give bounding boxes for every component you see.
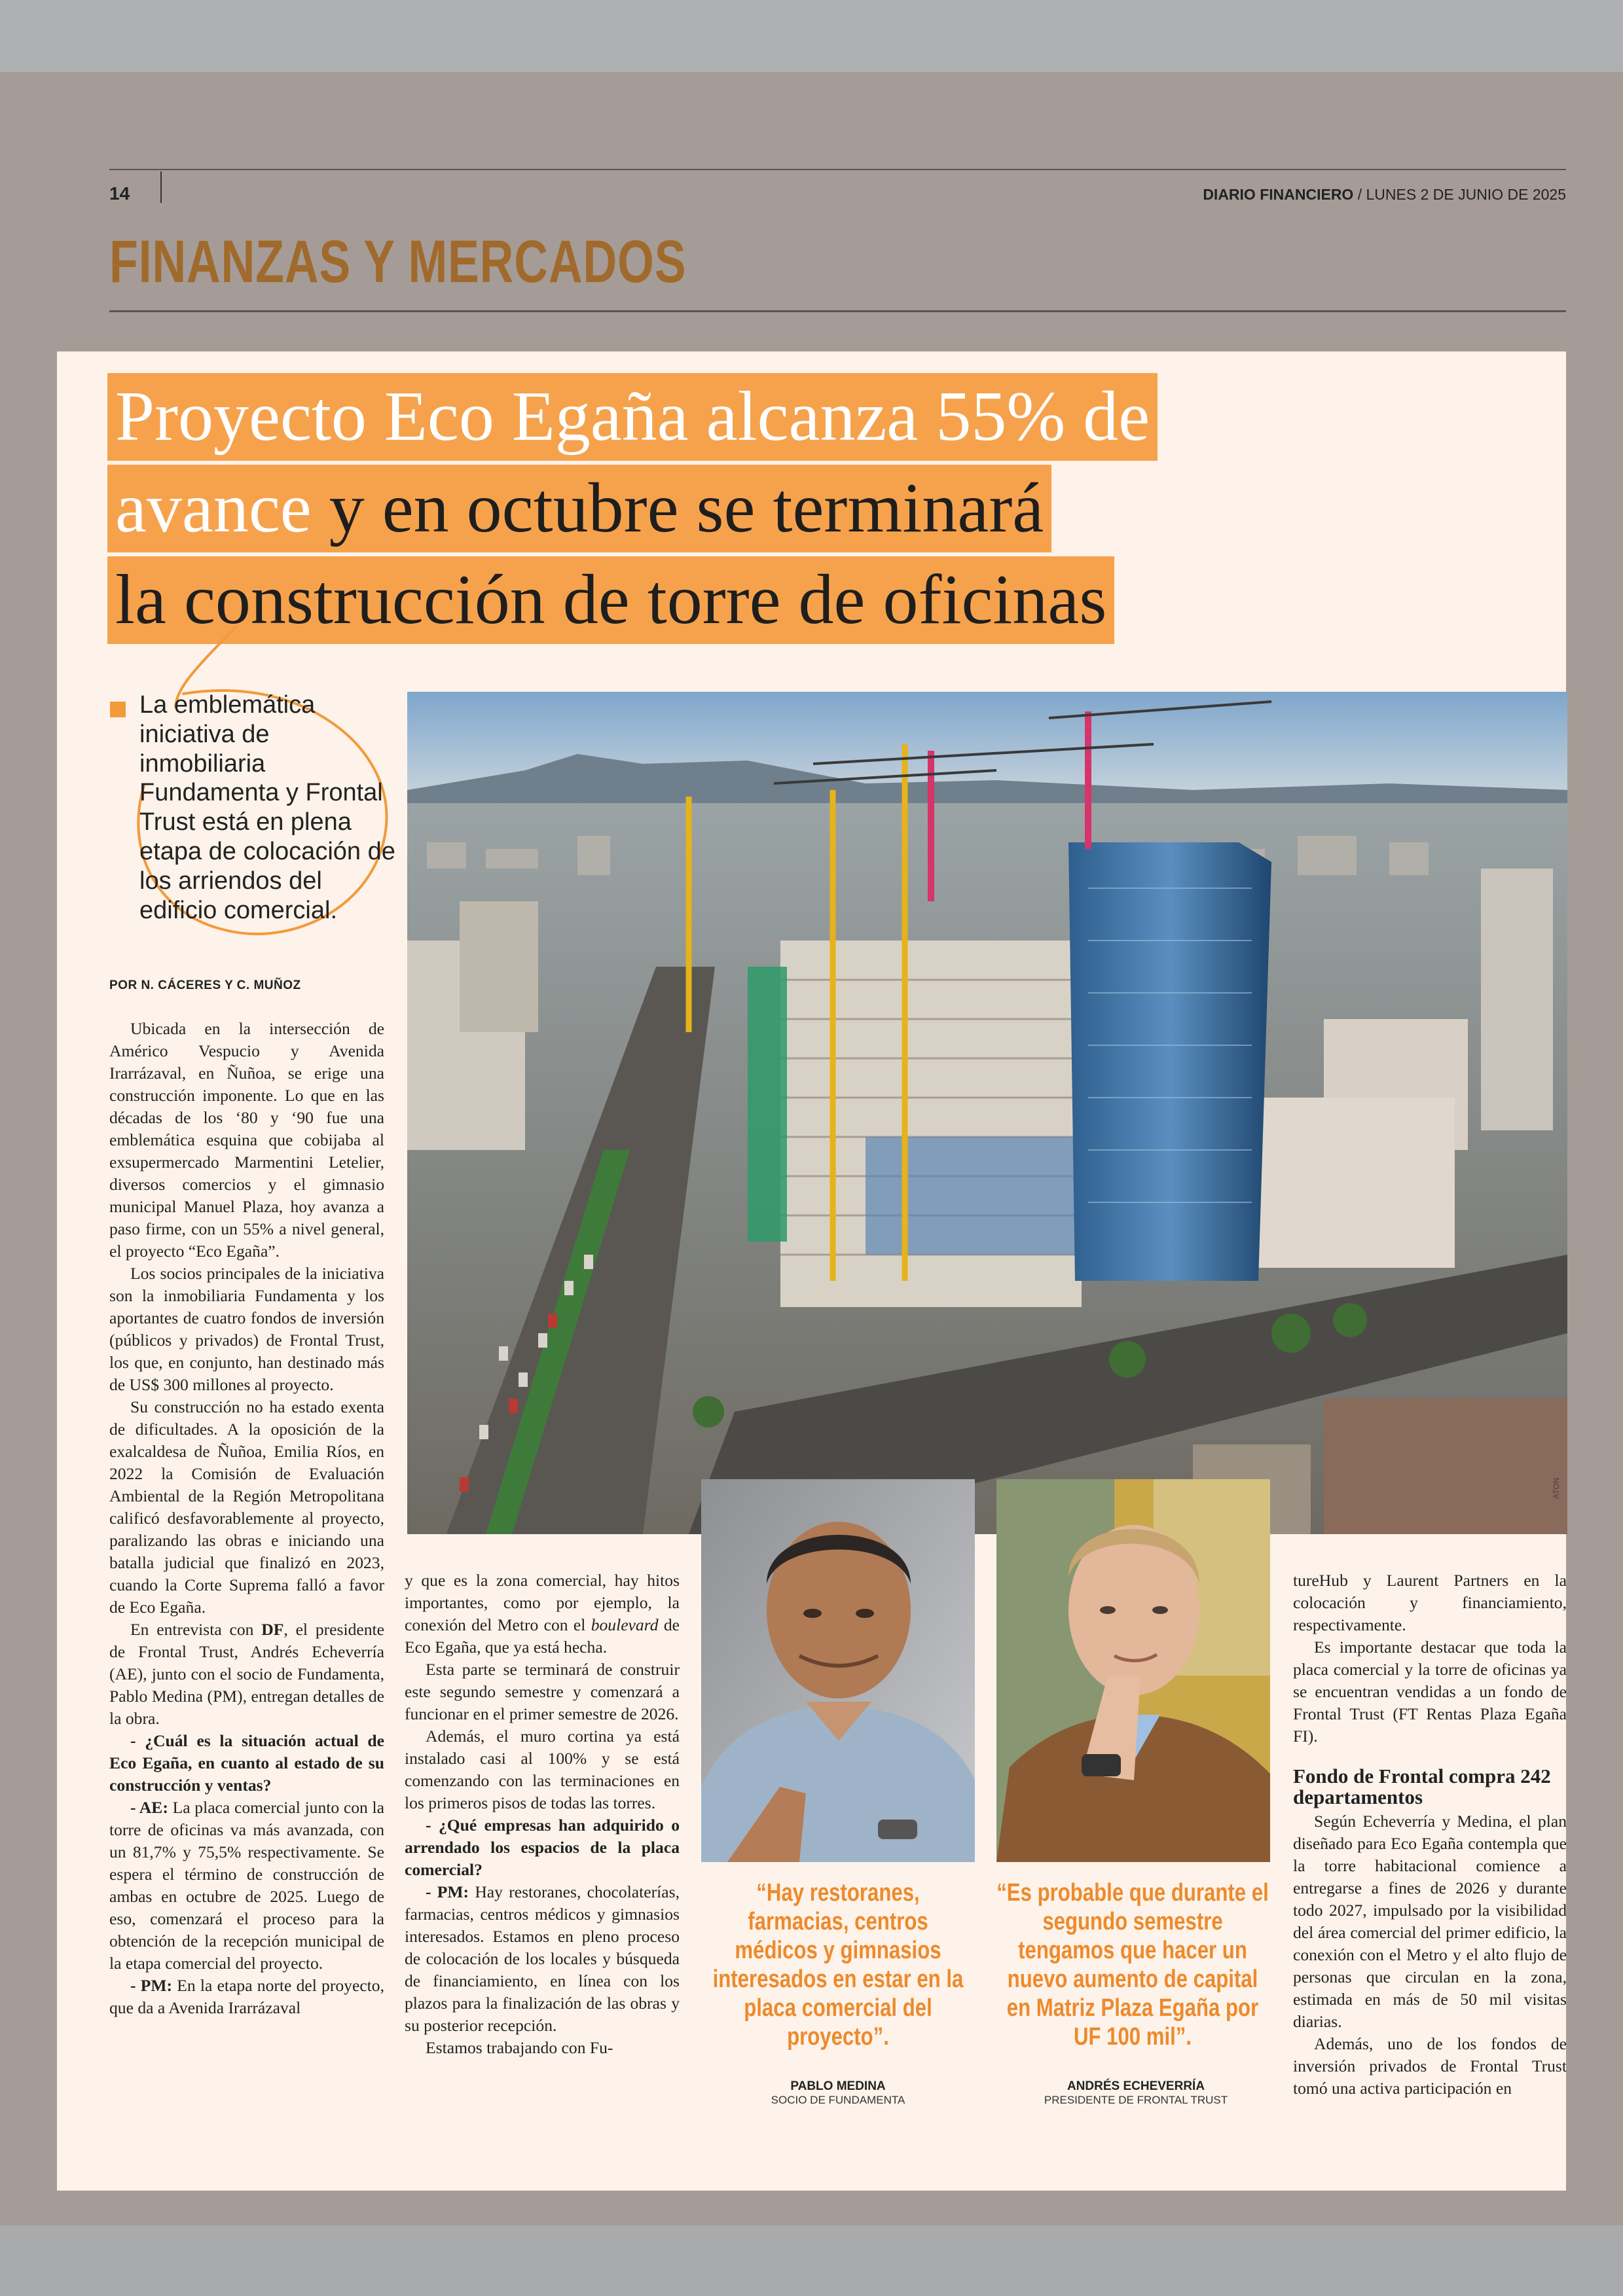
- text-run: de Eco Egaña, que ya está hecha.: [405, 1615, 680, 1657]
- headline-line-2a: avance: [115, 469, 312, 547]
- headline-line-1: Proyecto Eco Egaña alcanza 55% de: [107, 373, 1158, 461]
- masthead-name: DIARIO FINANCIERO: [1203, 186, 1354, 203]
- aerial-construction-photo: [407, 692, 1567, 1534]
- bottom-gray-band: [0, 2225, 1623, 2296]
- interview-question: [109, 1730, 384, 1797]
- section-rule: [109, 310, 1566, 312]
- paragraph: Esta parte se terminará de construir este segundo semestre y comenzará a funcionar en el primer semestre de 2026.: [405, 1660, 680, 1723]
- headline: [107, 373, 1417, 648]
- answer-text: Hay restoranes, chocolaterías, farmacias, centros médicos y gimnasios interesados. Estamos en pleno proceso de colocación de los locales y búsqueda de financiamiento, en línea con los plazos para la finalización de las obras y su posterior recepción.: [405, 1882, 680, 2035]
- subheading: Fondo de Frontal compra 242 departamentos: [1293, 1765, 1551, 1808]
- quote-author-medina: PABLO MEDINA: [790, 2079, 886, 2093]
- portrait-andres-echeverria: [996, 1479, 1270, 1862]
- speaker-label: - PM:: [130, 1976, 173, 1995]
- paragraph: Según Echeverría y Medina, el plan diseñado para Eco Egaña contempla que la torre habitacional comience a entregarse a fines de 2026 y durante todo 2027, impulsado por la visibilidad del área comercial del primer edificio, la conexión con el Metro y el alto flujo de personas que circulan en la zona, estimada en más de 50 mil visitas diarias.: [1293, 1812, 1567, 2031]
- paragraph: Es importante destacar que toda la placa comercial y la torre de oficinas ya se encuentran vendidas a un fondo de Frontal Trust (FT Rentas Plaza Egaña FI).: [1293, 1638, 1567, 1746]
- body-column-1: [109, 1018, 384, 2019]
- quote-role-medina: SOCIO DE FUNDAMENTA: [771, 2094, 905, 2106]
- speaker-label: - PM:: [426, 1882, 469, 1901]
- interview-question: [405, 1814, 680, 1881]
- interview-answer: [405, 1881, 680, 2037]
- photo-credit: ATON: [1552, 1477, 1561, 1499]
- paragraph: Ubicada en la intersección de Américo Vespucio y Avenida Irarrázaval, en Ñuñoa, se erige una construcción imponente. Lo que en las décadas de los ‘80 y ‘90 fue una emblemática esquina que cobijaba al exsupermercado Marmentini Letelier, diversos comercios y el gimnasio municipal Manuel Plaza, hoy avanza a paso firme, con un 55% a nivel general, el proyecto “Eco Egaña”.: [109, 1019, 384, 1261]
- answer-text: En la etapa norte del proyecto, que da a Avenida Irarrázaval: [109, 1976, 384, 2017]
- paragraph: Además, el muro cortina ya está instalado casi al 100% y se está comenzando con las terminaciones en los primeros pisos de todas las torres.: [405, 1727, 680, 1812]
- page-number-divider: [160, 171, 162, 203]
- portrait-pablo-medina: [701, 1479, 975, 1862]
- masthead: [1203, 186, 1566, 204]
- masthead-date: / LUNES 2 DE JUNIO DE 2025: [1353, 186, 1566, 203]
- byline: POR N. CÁCERES Y C. MUÑOZ: [109, 978, 301, 992]
- top-rule: [109, 169, 1566, 170]
- question-text: - ¿Cuál es la situación actual de Eco Egaña, en cuanto al estado de su construcción y ventas?: [109, 1731, 384, 1795]
- headline-line-3: la construcción de torre de oficinas: [107, 556, 1114, 644]
- paragraph: [405, 1570, 680, 1659]
- text-run-bold: DF: [261, 1620, 284, 1639]
- body-column-2: [405, 1570, 680, 2059]
- answer-text: La placa comercial junto con la torre de oficinas va más avanzada, con un 81,7% y 75,5% respectivamente. Se espera el término de construcción de ambas en octubre de 2025. Luego de eso, comenzará el proceso para la obtención de la recepción municipal de la etapa comercial del proyecto.: [109, 1798, 384, 1973]
- question-text: - ¿Qué empresas han adquirido o arrendado los espacios de la placa comercial?: [405, 1816, 680, 1879]
- interview-answer: [109, 1975, 384, 2019]
- top-gray-band: [0, 0, 1623, 72]
- quote-role-echeverria: PRESIDENTE DE FRONTAL TRUST: [1044, 2094, 1228, 2106]
- pull-quote-echeverria: “Es probable que durante el segundo semestre tengamos que hacer un nuevo aumento de capital en Matriz Plaza Egaña por UF 100 mil”.: [996, 1879, 1269, 2051]
- quote-author-echeverria: ANDRÉS ECHEVERRÍA: [1067, 2079, 1205, 2093]
- paragraph: Su construcción no ha estado exenta de dificultades. A la oposición de la exalcaldesa de Ñuñoa, Emilia Ríos, en 2022 la Comisión de Evaluación Ambiental de la Región Metropolitana calificó desfavorablemente al proyecto, paralizando las obras e iniciando una batalla judicial que finalizó en 2023, cuando la Corte Suprema falló a favor de Eco Egaña.: [109, 1397, 384, 1617]
- text-run: y que es la zona comercial, hay hitos importantes, como por ejemplo, la conexión del Metro con el: [405, 1571, 680, 1634]
- paragraph: tureHub y Laurent Partners en la colocación y financiamiento, respectivamente.: [1293, 1571, 1567, 1634]
- section-title: FINANZAS Y MERCADOS: [109, 228, 687, 295]
- text-run: , el presidente de Frontal Trust, Andrés Echeverría (AE), junto con el socio de Fundamenta, Pablo Medina (PM), entregan detalles de la obra.: [109, 1620, 384, 1728]
- interview-answer: [109, 1797, 384, 1975]
- headline-line-2b: y en octubre se terminará: [311, 469, 1044, 547]
- paragraph: Los socios principales de la iniciativa son la inmobiliaria Fundamenta y los aportantes de cuatro fondos de inversión (públicos y privados) de Frontal Trust, los que, en conjunto, han destinado más de US$ 300 millones al proyecto.: [109, 1264, 384, 1394]
- speaker-label: - AE:: [130, 1798, 168, 1817]
- paragraph: [109, 1619, 384, 1730]
- page-number: 14: [109, 183, 130, 204]
- paragraph: Además, uno de los fondos de inversión privados de Frontal Trust tomó una activa participación en: [1293, 2034, 1567, 2098]
- lead-paragraph: La emblemática iniciativa de inmobiliaria Fundamenta y Frontal Trust está en plena etapa de colocación de los arriendos del edificio comercial.: [139, 691, 395, 924]
- paragraph: Estamos trabajando con Fu-: [426, 2038, 613, 2057]
- text-run-italic: boulevard: [591, 1615, 659, 1634]
- body-column-3: [1293, 1570, 1567, 2100]
- text-run: En entrevista con: [130, 1620, 262, 1639]
- lead-bullet: [110, 702, 126, 717]
- pull-quote-medina: “Hay restoranes, farmacias, centros médicos y gimnasios interesados en estar en la placa comercial del proyecto”.: [712, 1879, 964, 2051]
